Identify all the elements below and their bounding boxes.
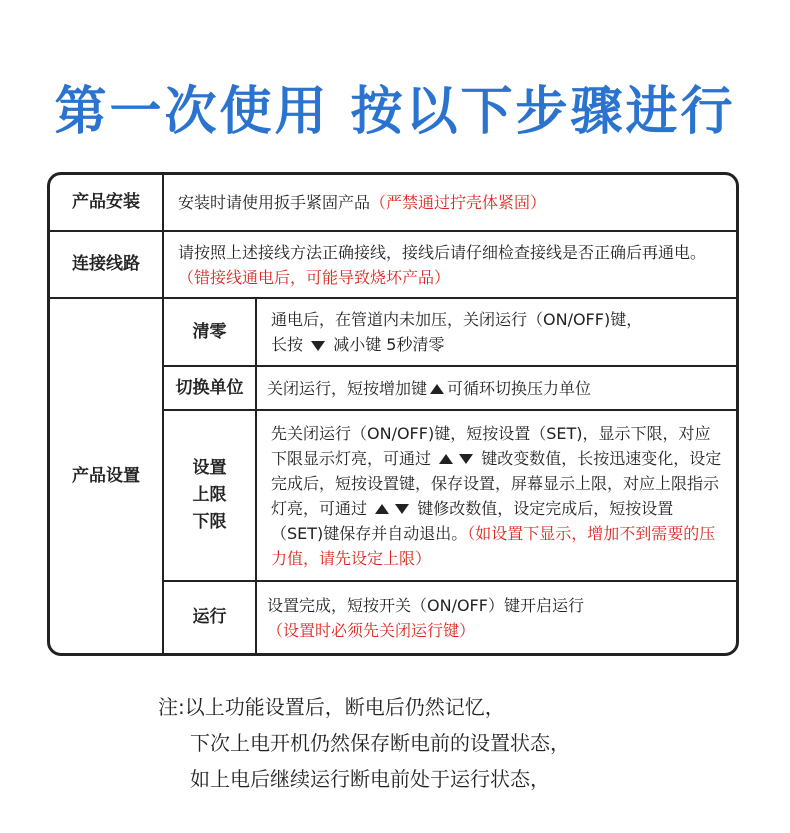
zero-line-1: 通电后，在管道内未加压，关闭运行（ON/OFF)键， (271, 310, 643, 329)
zero-line-2-post: 减小键 5秒清零 (333, 335, 445, 354)
run-instruction: 设置完成，短按开关（ON/OFF）键开启运行 (267, 595, 584, 615)
unit-text-pre: 关闭运行，短按增加键 (267, 378, 428, 398)
unit-text (257, 367, 736, 409)
install-label: 产品安装 (72, 192, 140, 212)
down-arrow-icon (395, 504, 409, 514)
limits-label-3: 下限 (192, 512, 227, 532)
zero-text (257, 299, 736, 365)
run-warning: （设置时必须先关闭运行键） (267, 620, 476, 640)
note-line-3: 如上电后继续运行断电前处于运行状态， (190, 767, 550, 791)
wiring-label: 连接线路 (72, 254, 140, 274)
limits-label (164, 411, 255, 580)
note-line-2: 下次上电开机仍然保存断电前的设置状态， (190, 731, 570, 755)
down-arrow-icon (311, 341, 325, 351)
limits-label-1: 设置 (192, 458, 227, 478)
limits-label-2: 上限 (192, 485, 227, 505)
unit-label: 切换单位 (175, 377, 244, 398)
page-title: 第一次使用 按以下步骤进行 (54, 82, 736, 142)
unit-text-post: 可循环切换压力单位 (447, 378, 592, 398)
install-warning: （严禁通过拧壳体紧固） (370, 193, 547, 212)
wiring-instruction: 请按照上述接线方法正确接线，接线后请仔细检查接线是否正确后再通电。 (178, 242, 707, 262)
down-arrow-icon (459, 454, 473, 464)
up-arrow-icon (430, 384, 444, 394)
note-line-1: 注:以上功能设置后，断电后仍然记忆， (158, 695, 505, 719)
up-arrow-icon (375, 504, 389, 514)
wiring-warning: （错接线通电后，可能导致烧坏产品） (178, 267, 451, 287)
run-text (257, 582, 736, 653)
install-text (164, 175, 736, 230)
instruction-table (47, 172, 739, 656)
zero-label: 清零 (192, 321, 227, 342)
settings-label: 产品设置 (72, 465, 140, 486)
run-label: 运行 (192, 607, 227, 627)
limits-warning: （如设置下显示，增加不到需要的压力值，请先设定上限） (271, 523, 716, 568)
limits-text-3: 键修改数值，设定完成后，短按设置（SET)键保存并自动退出。 (271, 498, 674, 543)
wiring-text (164, 232, 736, 297)
zero-line-2-pre: 长按 (271, 335, 304, 354)
limits-text-2: 键改变数值，长按迅速变化，设定完成后，短按设置键，保存设置，屏幕显示上限，对应上限指示灯亮，可通过 (271, 448, 722, 518)
install-instruction: 安装时请使用扳手紧固产品 (178, 193, 371, 212)
limits-text-1: 先关闭运行（ON/OFF)键，短按设置（SET)，显示下限，对应下限显示灯亮，可通过 (271, 423, 711, 468)
limits-text (257, 411, 736, 580)
up-arrow-icon (439, 454, 453, 464)
